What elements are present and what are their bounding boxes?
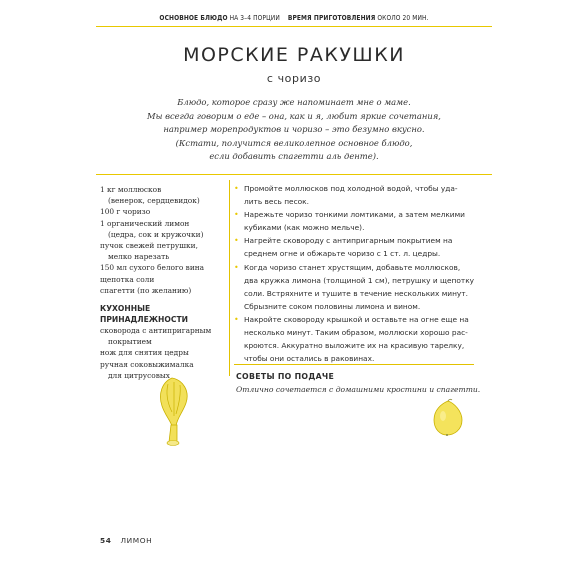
- tool-item: нож для снятия цедры: [100, 348, 189, 358]
- citrus-juicer-icon: [150, 376, 206, 448]
- step-line: кроются. Аккуратно выложите их на красивую тарелку,: [244, 341, 465, 351]
- intro-line: Мы всегда говорим о еде – она, как и я, любит яркие сочетания,: [147, 110, 441, 121]
- tool-item: для цитрусовых: [108, 370, 170, 380]
- time-label: ВРЕМЯ ПРИГОТОВЛЕНИЯ: [287, 14, 376, 22]
- step-line: лить весь песок.: [244, 197, 309, 207]
- intro-line: Блюдо, которое сразу же напоминает мне о маме.: [177, 97, 411, 107]
- tips-divider: [234, 364, 474, 365]
- tips-heading: СОВЕТЫ ПО ПОДАЧЕ: [236, 372, 335, 381]
- bullet-icon: •: [234, 236, 239, 246]
- step-line: Промойте моллюсков под холодной водой, чтобы уда-: [244, 184, 458, 193]
- ingredient-item: (венерок, сердцевидок): [108, 196, 200, 206]
- ingredient-item: пучок свежей петрушки,: [100, 241, 198, 251]
- step-line: Нарежьте чоризо тонкими ломтиками, а затем мелкими: [244, 210, 465, 220]
- step-line: кубиками (как можно мельче).: [244, 223, 365, 233]
- step-item: [234, 208, 482, 234]
- ingredient-item: щепотка соли: [100, 274, 155, 284]
- page-footer: [100, 536, 152, 545]
- recipe-subtitle: с чоризо: [266, 72, 322, 85]
- tool-item: ручная соковыжималка: [100, 359, 194, 369]
- ingredient-item: (цедра, сок и кружочки): [108, 229, 204, 239]
- tool-item: сковорода с антипригарным: [100, 326, 212, 336]
- ingredient-item: 1 кг моллюсков: [100, 185, 162, 194]
- page-number: 54: [100, 536, 112, 545]
- step-line: среднем огне и обжарьте чоризо с 1 ст. л. цедры.: [244, 249, 441, 259]
- ingredient-item: спагетти (по желанию): [100, 285, 192, 295]
- tools-heading: [100, 303, 230, 325]
- ingredient-item: 1 органический лимон: [100, 218, 190, 228]
- bullet-icon: •: [234, 210, 239, 220]
- step-line: Нагрейте сковороду с антипригарным покрытием на: [244, 236, 453, 246]
- bullet-icon: •: [234, 184, 239, 193]
- intro-line: если добавить спагетти аль денте).: [209, 151, 379, 162]
- intro-line: (Кстати, получится великолепное основное блюдо,: [175, 137, 413, 148]
- step-line: два кружка лимона (толщиной 1 см), петрушку и щепотку: [244, 275, 475, 285]
- intro-text: [120, 96, 468, 164]
- step-item: [234, 261, 482, 313]
- section-divider: [96, 174, 492, 175]
- section-name: ЛИМОН: [120, 536, 153, 545]
- servings: НА 3–4 ПОРЦИИ: [229, 14, 280, 22]
- intro-line: например морепродуктов и чоризо – это безумно вкусно.: [163, 124, 425, 135]
- recipe-meta-header: [96, 14, 492, 22]
- steps-list: [234, 182, 482, 365]
- step-line: Накройте сковороду крышкой и оставьте на огне еще на: [244, 314, 469, 324]
- column-divider: [229, 180, 230, 376]
- tools-heading-line: ПРИНАДЛЕЖНОСТИ: [100, 315, 188, 325]
- step-item: [234, 182, 482, 208]
- ingredient-item: 150 мл сухого белого вина: [100, 263, 205, 273]
- step-line: чтобы они остались в раковинах.: [244, 354, 375, 364]
- bullet-icon: •: [234, 262, 239, 272]
- step-line: соли. Встряхните и тушите в течение нескольких минут.: [244, 288, 468, 298]
- time-value: ОКОЛО 20 МИН.: [377, 14, 429, 22]
- header-divider: [96, 26, 492, 27]
- step-line: Когда чоризо станет хрустящим, добавьте моллюсков,: [244, 262, 461, 272]
- lemon-icon: [430, 398, 466, 438]
- step-line: Сбрызните соком половины лимона и вином.: [244, 301, 421, 311]
- recipe-title: МОРСКИЕ РАКУШКИ: [183, 44, 405, 66]
- course-label: ОСНОВНОЕ БЛЮДО: [159, 14, 228, 22]
- ingredients-list: [100, 184, 230, 381]
- step-item: [234, 234, 482, 260]
- bullet-icon: •: [234, 314, 239, 324]
- ingredient-item: мелко нарезать: [108, 252, 170, 262]
- tips-text: Отлично сочетается с домашними кростини и спагетти.: [236, 385, 481, 394]
- ingredient-item: 100 г чоризо: [100, 207, 151, 217]
- tool-item: покрытием: [108, 337, 152, 347]
- step-line: несколько минут. Таким образом, моллюски хорошо рас-: [244, 328, 468, 338]
- tools-heading-line: КУХОННЫЕ: [100, 304, 151, 314]
- step-item: [234, 313, 482, 365]
